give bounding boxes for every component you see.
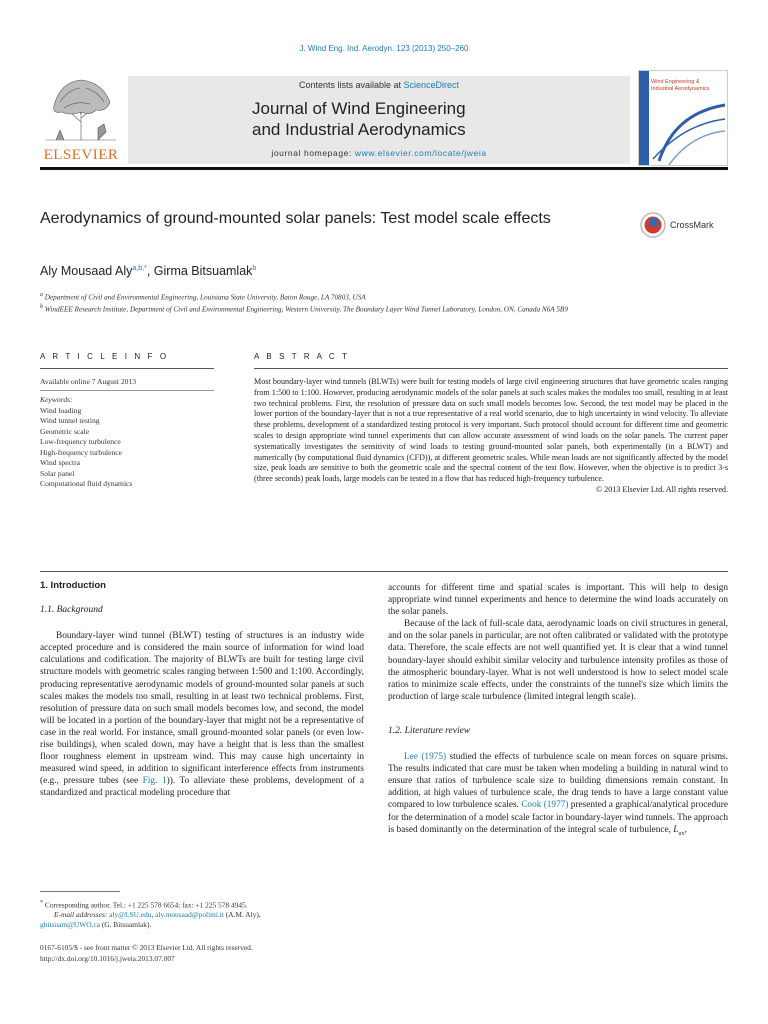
paragraph-text: studied the effects of turbulence scale on mean forces on square prisms. The results indicated that care must be taken when modeling a building in natural wind to ensure that ratios of turbulence scale size to building dimensions remain constant. In addition, at high values of turbulence scale, the drag tends to have a large constant value compared to low turbulence scales. (388, 752, 728, 811)
abstract-body (254, 377, 728, 496)
keyword-item: Computational fluid dynamics (40, 479, 133, 488)
affiliation-b (40, 302, 640, 314)
elsevier-tree-icon (40, 72, 122, 144)
affiliation-text: WindEEE Research Institute, Department of Civil and Environmental Engineering, Western University, The Boundary Layer Wind Tunnel Laboratory, London, ON, Canada N6A 5B9 (44, 305, 568, 314)
author-list (40, 264, 256, 278)
abstract-copyright: © 2013 Elsevier Ltd. All rights reserved. (595, 484, 728, 494)
keyword-item: Low-frequency turbulence (40, 437, 121, 446)
article-info-subdivider (40, 390, 214, 391)
doi-link[interactable]: http://dx.doi.org/10.1016/j.jweia.2013.07.007 (40, 953, 175, 963)
subsection-heading-background: 1.1. Background (40, 605, 103, 616)
affiliation-mark: a (40, 292, 43, 298)
body-paragraph (40, 630, 364, 799)
journal-citation[interactable]: J. Wind Eng. Ind. Aerodyn. 123 (2013) 250–260 (299, 44, 469, 53)
paragraph-text: )). To alleviate these problems, development of a standardized and practical modeling procedure that (40, 776, 364, 799)
keyword-item: Wind spectra (40, 458, 80, 467)
corresponding-author-footnote (40, 898, 364, 930)
sciencedirect-link[interactable]: ScienceDirect (403, 80, 460, 90)
keywords-block (40, 395, 214, 490)
body-paragraph (388, 751, 728, 840)
affiliation-text: Department of Civil and Environmental Engineering, Louisiana State University, Baton Rouge, LA 70803, USA (44, 293, 366, 302)
keyword-item: Wind loading (40, 405, 82, 415)
journal-masthead (40, 68, 728, 170)
paragraph-text: , (684, 824, 687, 835)
footnote-emails-cont (40, 920, 364, 930)
contents-line (128, 80, 630, 90)
email-link[interactable]: aly.mousaad@polimi.it (155, 910, 224, 920)
subsection-heading-literature-review: 1.2. Literature review (388, 725, 471, 736)
citation-link[interactable]: Cook (1977) (521, 800, 569, 811)
email-separator: , (151, 910, 156, 920)
abstract-text: Most boundary-layer wind tunnels (BLWTs) were built for testing models of large civil engineering structures that have geometric scales ranging from 1:500 to 1:100. However, producing aerodynamic models of the solar panels at such scales makes the modules too small, resulting in at least two technical problems. First, the resolution of pressure data on such small models becomes low. Second, the test model may be placed in the lower portion of the boundary-layer that is not a true representative of a real world scenario, due to high uncertainty in wind velocity. To alleviate these problems, development of a standardized testing protocol is very important. Such protocol should account for different time and geometric scales to design appropriate wind tunnel experiments that can allow accurate assessment of wind loads on the solar panels. The current paper systematically investigates the sensitivity of wind loads to testing ground-mounted solar panels, both experimentally (in a BLWT) and numerically (by computational fluid dynamics (CFD)), at different geometric scales. While mean loads are not significantly affected by the model size, peak loads are sensitive to both the geometric scale and the spectral content of the test flow. However, when the objective is to predict 3-s (three seconds) peak loads, large models can be tested in a flow that has reduced high-frequency turbulence. (254, 377, 728, 484)
affiliations (40, 290, 640, 315)
body-paragraph: accounts for different time and spatial scales is important. This will help to design appropriate wind tunnel experiments and hence to determine the wind loads accurately on the solar panels. (388, 583, 728, 618)
footnote-divider (40, 891, 120, 892)
email-owner: (A.M. Aly), (223, 910, 261, 920)
footnote-mark: * (40, 900, 44, 906)
journal-cover-thumbnail[interactable] (638, 70, 728, 166)
homepage-prefix: journal homepage: (271, 148, 355, 158)
elsevier-logo[interactable] (40, 72, 122, 164)
body-paragraph: Because of the lack of full-scale data, aerodynamic loads on civil structures in general, and on the solar panels in particular, are not often calibrated or validated with the prototype data. Therefore, the scale effects are not well quantified yet. It is clear that a wind tunnel boundary-layer should exhibit similar velocity and turbulence intensity profiles as those of the atmospheric boundary-layer. What is not well understood is how to select model scale ratios to minimize scale effects, under the constraints of the tunnel's size which limits the production of large scale turbulence (limited integral length scale). (388, 619, 728, 702)
body-column-right (388, 582, 728, 840)
elsevier-wordmark: ELSEVIER (43, 147, 119, 163)
paragraph-text: Boundary-layer wind tunnel (BLWT) testing of structures is an industry wide accepted procedure and is considered the main source of information for wind load calculations and codification. The majority of BLWTs are built for testing large civil structure models with geometric scales ranging between 1:500 and 1:100. Accordingly, producing representative aerodynamic models of ground-mounted solar panels at such scales makes the models too small, resulting in at least two technical problems. First, resolution of pressure data on such small models becomes low, and second, the model will be located in a portion of the boundary-layer that might not be a representative of case in the real world. For instance, small ground-mounted solar panels (or even low-rise buildings), when scaled down, may have a height that is less than the smallest floor roughness element in upstream wind. This may cause high uncertainty in measured wind speed, in addition to significant interference effects from instruments (e.g., pressure tubes (see (40, 631, 364, 787)
footnote-text: Corresponding author. Tel.: +1 225 578 6654; fax: +1 225 578 4945. (43, 900, 248, 910)
email-link[interactable]: gbitsuam@UWO.ca (40, 920, 100, 930)
abstract-heading: A B S T R A C T (254, 352, 350, 361)
homepage-link[interactable]: www.elsevier.com/locate/jweia (354, 148, 487, 158)
front-matter-divider (40, 571, 728, 572)
abstract-divider (254, 368, 728, 369)
keyword-item: Wind tunnel testing (40, 416, 100, 425)
journal-title-line2: and Industrial Aerodynamics (252, 120, 466, 139)
keyword-item: Solar panel (40, 468, 75, 478)
keywords-label: Keywords: (40, 395, 73, 404)
contents-prefix: Contents lists available at (298, 80, 404, 90)
cover-title (651, 79, 709, 93)
cover-title-line2: Industrial Aerodynamics (651, 86, 710, 92)
email-link[interactable]: aly@LSU.edu (109, 910, 152, 920)
crossmark-label: CrossMark (670, 220, 714, 230)
paragraph-text: presented a graphical/analytical procedure for the determination of a model scale factor in boundary-layer wind tunnels. The approach is based dominantly on the determination of the integral scale of turbulence, (388, 800, 728, 835)
body-column-left (40, 580, 364, 800)
article-info-divider (40, 368, 214, 369)
article-info-heading: A R T I C L E I N F O (40, 352, 169, 361)
issn-line: 0167-6105/$ - see front matter © 2013 Elsevier Ltd. All rights reserved. (40, 943, 253, 952)
keyword-item: High-frequency turbulence (40, 447, 123, 457)
journal-homepage (128, 148, 630, 158)
cover-title-line1: Wind Engineering & (651, 79, 700, 85)
email-owner: (G. Bitsuamlak). (99, 920, 152, 930)
citation-link[interactable]: Lee (1975) (404, 752, 447, 763)
available-online-date: Available online 7 August 2013 (40, 377, 137, 386)
journal-title-line1: Journal of Wind Engineering (252, 99, 466, 118)
author-name[interactable]: Aly Mousaad Aly (40, 264, 133, 278)
affiliation-a (40, 290, 640, 302)
crossmark-badge[interactable] (640, 212, 730, 240)
journal-title[interactable] (252, 98, 466, 140)
footnote-emails (40, 910, 364, 920)
figure-reference-link[interactable]: Fig. 1 (142, 776, 167, 787)
paper-title: Aerodynamics of ground-mounted solar panels: Test model scale effects (40, 210, 551, 227)
issn-doi-block (40, 943, 253, 964)
keyword-item: Geometric scale (40, 426, 90, 436)
author-name[interactable]: Girma Bitsuamlak (153, 264, 253, 278)
section-heading-introduction: 1. Introduction (40, 580, 106, 591)
email-label: E-mail addresses: (54, 910, 110, 920)
math-symbol: L (673, 824, 679, 835)
author-separator: , (146, 264, 154, 278)
affiliation-mark: b (40, 304, 43, 311)
author-affiliation-marks[interactable]: a,b,* (132, 264, 147, 272)
masthead-banner (128, 76, 630, 164)
footnote-contact (40, 898, 364, 910)
author-affiliation-marks[interactable]: b (252, 264, 257, 272)
crossmark-icon (640, 212, 666, 238)
math-subscript: ux (678, 830, 685, 837)
